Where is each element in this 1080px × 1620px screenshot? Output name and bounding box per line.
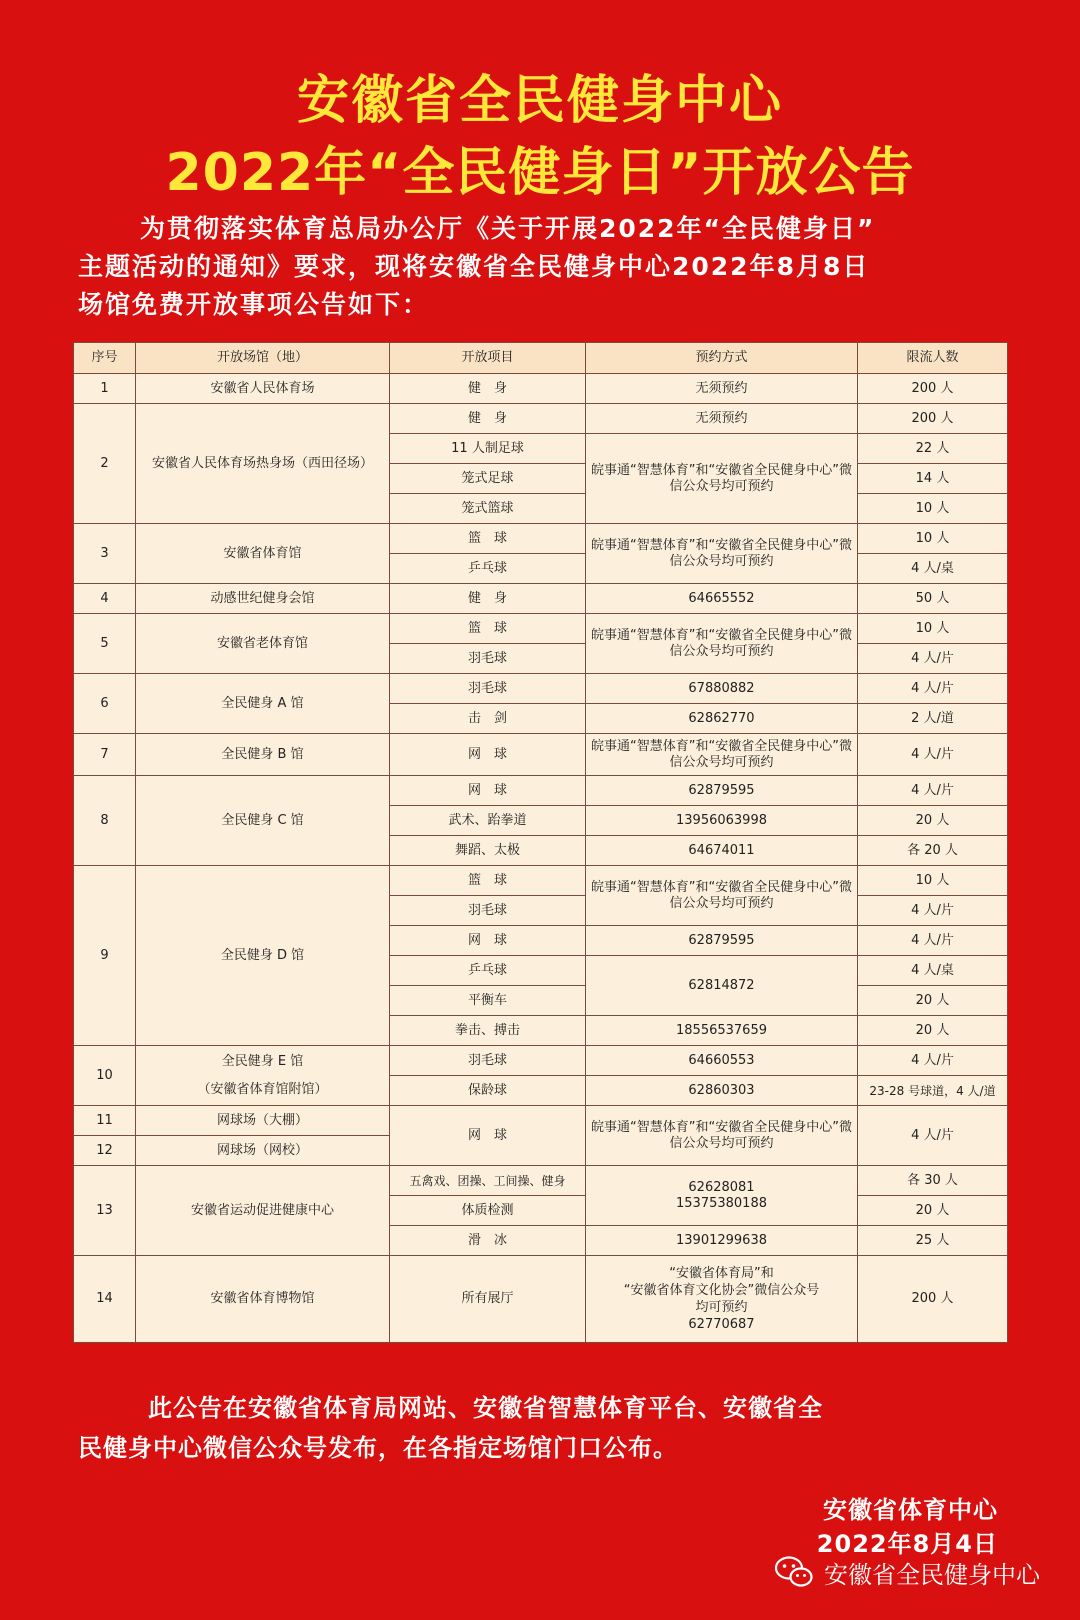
closing-line: 此公告在安徽省体育局网站、安徽省智慧体育平台、安徽省全: [148, 1394, 823, 1422]
limit-cell: 4 人/片: [858, 734, 1008, 776]
row-number: 1: [74, 374, 136, 404]
table-header-row: [74, 343, 1008, 374]
venue-cell: 安徽省人民体育场热身场（西田径场）: [136, 404, 390, 524]
limit-cell: 4 人/片: [858, 674, 1008, 704]
item-cell: 健 身: [390, 374, 586, 404]
limit-cell: 10 人: [858, 866, 1008, 896]
table-row: [74, 734, 1008, 776]
item-cell: 网 球: [390, 1106, 586, 1166]
title-line-2: 2022年“全民健身日”开放公告: [165, 143, 915, 203]
booking-line: “安徽省体育局”和: [669, 1266, 774, 1281]
limit-cell: 200 人: [858, 374, 1008, 404]
venue-cell: 安徽省运动促进健康中心: [136, 1166, 390, 1256]
limit-cell: 20 人: [858, 1016, 1008, 1046]
item-cell: 羽毛球: [390, 1046, 586, 1076]
item-cell: 武术、跆拳道: [390, 806, 586, 836]
table-row: [74, 524, 1008, 554]
booking-cell: 64674011: [586, 836, 858, 866]
item-cell: 羽毛球: [390, 896, 586, 926]
limit-cell: 4 人/桌: [858, 956, 1008, 986]
signature-date: 2022年8月4日: [816, 1530, 998, 1558]
booking-cell: 无须预约: [586, 374, 858, 404]
item-cell: 保龄球: [390, 1076, 586, 1106]
table-row: [74, 866, 1008, 896]
booking-cell: 13901299638: [586, 1226, 858, 1256]
item-cell: 健 身: [390, 584, 586, 614]
item-cell: 五禽戏、团操、工间操、健身: [390, 1166, 586, 1196]
closing-line: 民健身中心微信公众号发布，在各指定场馆门口公布。: [78, 1434, 678, 1462]
booking-cell: [586, 1256, 858, 1343]
venue-cell: 全民健身 B 馆: [136, 734, 390, 776]
booking-cell: 62862770: [586, 704, 858, 734]
limit-cell: 10 人: [858, 524, 1008, 554]
limit-cell: 200 人: [858, 1256, 1008, 1343]
intro-line: 主题活动的通知》要求，现将安徽省全民健身中心2022年8月8日: [78, 252, 870, 281]
header-cell: 开放项目: [390, 343, 586, 374]
row-number: 6: [74, 674, 136, 734]
row-number: 12: [74, 1136, 136, 1166]
item-cell: 11 人制足球: [390, 434, 586, 464]
watermark-text: 安徽省全民健身中心: [824, 1560, 1040, 1589]
row-number: 3: [74, 524, 136, 584]
table-row: [74, 404, 1008, 434]
venue-cell: 全民健身 A 馆: [136, 674, 390, 734]
booking-cell: 64660553: [586, 1046, 858, 1076]
item-cell: 篮 球: [390, 524, 586, 554]
item-cell: 击 剑: [390, 704, 586, 734]
limit-cell: 20 人: [858, 986, 1008, 1016]
limit-cell: 20 人: [858, 806, 1008, 836]
row-number: 8: [74, 776, 136, 866]
limit-cell: 4 人/桌: [858, 554, 1008, 584]
closing-paragraph: [78, 1388, 1008, 1468]
booking-cell: 皖事通“智慧体育”和“安徽省全民健身中心”微信公众号均可预约: [586, 524, 858, 584]
item-cell: 笼式足球: [390, 464, 586, 494]
limit-cell: 4 人/片: [858, 776, 1008, 806]
header-cell: 预约方式: [586, 343, 858, 374]
row-number: 2: [74, 404, 136, 524]
item-cell: 网 球: [390, 776, 586, 806]
wechat-icon: [774, 1555, 814, 1589]
booking-cell: 皖事通“智慧体育”和“安徽省全民健身中心”微信公众号均可预约: [586, 734, 858, 776]
item-cell: 健 身: [390, 404, 586, 434]
row-number: 10: [74, 1046, 136, 1106]
row-number: 13: [74, 1166, 136, 1256]
row-number: 11: [74, 1106, 136, 1136]
booking-line: 62770687: [688, 1317, 755, 1332]
limit-cell: 10 人: [858, 614, 1008, 644]
booking-cell: 62814872: [586, 956, 858, 1016]
item-cell: 拳击、搏击: [390, 1016, 586, 1046]
booking-cell: 62879595: [586, 776, 858, 806]
limit-cell: 25 人: [858, 1226, 1008, 1256]
venue-name: 全民健身 E 馆: [221, 1053, 304, 1069]
limit-cell: 22 人: [858, 434, 1008, 464]
item-cell: 乒乓球: [390, 554, 586, 584]
booking-phone: 62628081: [688, 1179, 755, 1195]
limit-cell: 10 人: [858, 494, 1008, 524]
booking-cell: 64665552: [586, 584, 858, 614]
item-cell: 乒乓球: [390, 956, 586, 986]
item-cell: 篮 球: [390, 614, 586, 644]
booking-cell: [586, 1166, 858, 1226]
booking-cell: 62860303: [586, 1076, 858, 1106]
item-cell: 篮 球: [390, 866, 586, 896]
table-row: [74, 674, 1008, 704]
item-cell: 滑 冰: [390, 1226, 586, 1256]
venue-cell: 网球场（大棚）: [136, 1106, 390, 1136]
limit-cell: 各 20 人: [858, 836, 1008, 866]
booking-cell: 62879595: [586, 926, 858, 956]
venue-cell: 动感世纪健身会馆: [136, 584, 390, 614]
booking-cell: 无须预约: [586, 404, 858, 434]
row-number: 9: [74, 866, 136, 1046]
venue-cell: 安徽省老体育馆: [136, 614, 390, 674]
table-row: [74, 374, 1008, 404]
intro-line: 为贯彻落实体育总局办公厅《关于开展2022年“全民健身日”: [140, 214, 876, 243]
venue-cell: 安徽省人民体育场: [136, 374, 390, 404]
booking-line: 均可预约: [695, 1300, 748, 1315]
venue-cell: 安徽省体育馆: [136, 524, 390, 584]
table-row: [74, 1256, 1008, 1343]
title-line-1: 安徽省全民健身中心: [296, 71, 783, 131]
limit-cell: 200 人: [858, 404, 1008, 434]
limit-cell: 20 人: [858, 1196, 1008, 1226]
limit-cell: 4 人/片: [858, 926, 1008, 956]
venue-cell: [136, 1046, 390, 1106]
booking-cell: 皖事通“智慧体育”和“安徽省全民健身中心”微信公众号均可预约: [586, 866, 858, 926]
item-cell: 平衡车: [390, 986, 586, 1016]
booking-cell: 皖事通“智慧体育”和“安徽省全民健身中心”微信公众号均可预约: [586, 614, 858, 674]
intro-line: 场馆免费开放事项公告如下：: [78, 290, 430, 319]
booking-cell: 18556537659: [586, 1016, 858, 1046]
header-cell: 限流人数: [858, 343, 1008, 374]
header-cell: 序号: [74, 343, 136, 374]
intro-paragraph: [78, 210, 1008, 324]
row-number: 4: [74, 584, 136, 614]
item-cell: 笼式篮球: [390, 494, 586, 524]
item-cell: 网 球: [390, 926, 586, 956]
table-row: [74, 1166, 1008, 1196]
header-cell: 开放场馆（地）: [136, 343, 390, 374]
row-number: 5: [74, 614, 136, 674]
item-cell: 舞蹈、太极: [390, 836, 586, 866]
limit-cell: 50 人: [858, 584, 1008, 614]
row-number: 7: [74, 734, 136, 776]
signature-organization: 安徽省体育中心: [823, 1496, 998, 1524]
venue-cell: 网球场（网校）: [136, 1136, 390, 1166]
row-number: 14: [74, 1256, 136, 1343]
booking-cell: 67880882: [586, 674, 858, 704]
limit-cell: 4 人/片: [858, 1046, 1008, 1076]
venue-cell: 全民健身 D 馆: [136, 866, 390, 1046]
limit-cell: 2 人/道: [858, 704, 1008, 734]
table-row: [74, 584, 1008, 614]
item-cell: 所有展厅: [390, 1256, 586, 1343]
item-cell: 网 球: [390, 734, 586, 776]
wechat-watermark: [774, 1552, 1040, 1592]
limit-cell: 4 人/片: [858, 644, 1008, 674]
limit-cell: 14 人: [858, 464, 1008, 494]
limit-cell: 4 人/片: [858, 1106, 1008, 1166]
limit-cell: 4 人/片: [858, 896, 1008, 926]
venue-subname: （安徽省体育馆附馆）: [197, 1081, 328, 1097]
table-row: [74, 1046, 1008, 1076]
item-cell: 羽毛球: [390, 644, 586, 674]
booking-cell: 皖事通“智慧体育”和“安徽省全民健身中心”微信公众号均可预约: [586, 1106, 858, 1166]
table-row: [74, 1106, 1008, 1136]
limit-cell: 23-28 号球道，4 人/道: [858, 1076, 1008, 1106]
item-cell: 羽毛球: [390, 674, 586, 704]
item-cell: 体质检测: [390, 1196, 586, 1226]
venue-table: [73, 342, 1007, 1343]
booking-phone: 15375380188: [676, 1195, 767, 1211]
venue-cell: 安徽省体育博物馆: [136, 1256, 390, 1343]
booking-line: “安徽省体育文化协会”微信公众号: [623, 1283, 820, 1298]
booking-cell: 皖事通“智慧体育”和“安徽省全民健身中心”微信公众号均可预约: [586, 434, 858, 524]
venue-cell: 全民健身 C 馆: [136, 776, 390, 866]
limit-cell: 各 30 人: [858, 1166, 1008, 1196]
booking-cell: 13956063998: [586, 806, 858, 836]
table-row: [74, 776, 1008, 806]
table-row: [74, 614, 1008, 644]
